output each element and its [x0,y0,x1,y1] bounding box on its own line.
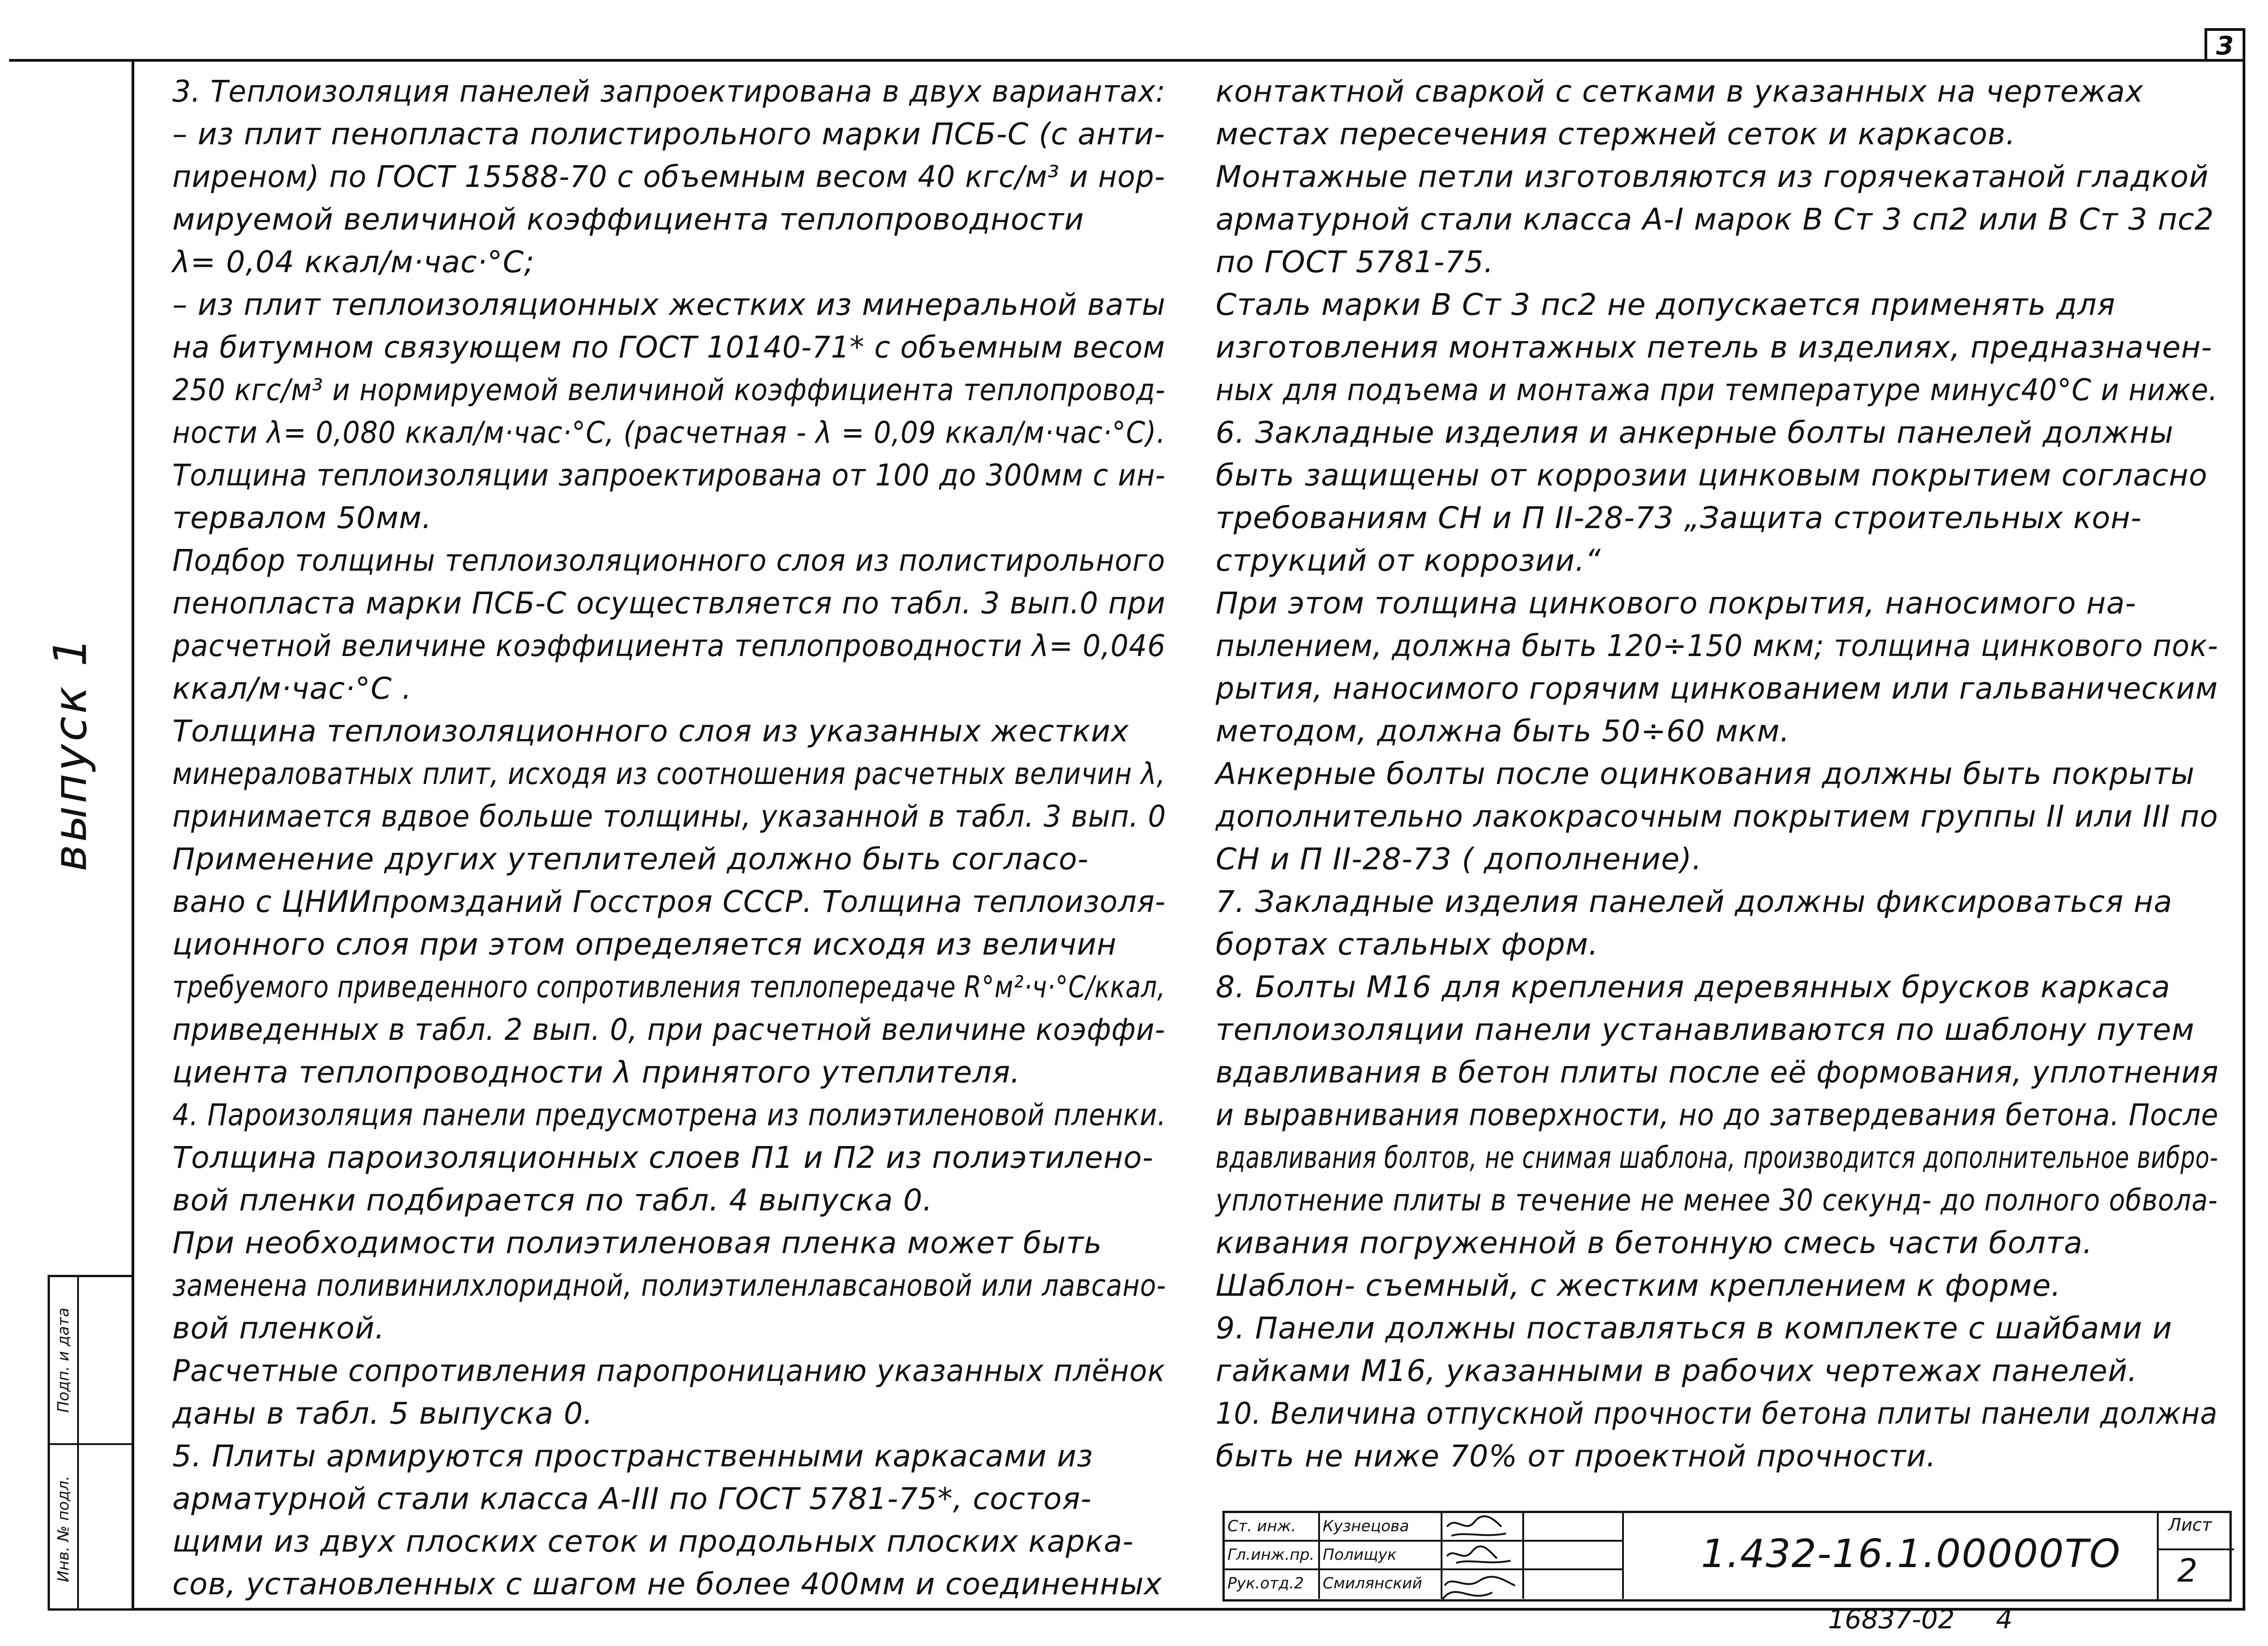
text-line: 6. Закладные изделия и анкерные болты панелей должны [1216,415,2174,450]
text-line: требованиям СН и П II-28-73 „Защита строительных кон- [1216,500,2142,535]
text-line: вдавливания в бетон плиты после её формования, уплотнения [1216,1055,2219,1090]
text-line: ности λ= 0,080 ккал/м·час·°С, (расчетная - λ = 0,09 ккал/м·час·°С). [172,415,1166,450]
text-line: контактной сваркой с сетками в указанных на чертежах [1216,74,2144,109]
text-line: При этом толщина цинкового покрытия, наносимого на- [1216,586,2136,621]
sheet-number: 2 [2177,1552,2198,1589]
title-block-name: Полищук [1320,1542,1442,1568]
text-line: вой пленкой. [172,1311,385,1346]
text-line: пиреном) по ГОСТ 15588-70 с объемным весом 40 кгс/м³ и нор- [172,159,1165,194]
text-line: 250 кгс/м³ и нормируемой величиной коэффициента теплопровод- [172,372,1166,407]
text-line: принимается вдвое больше толщины, указанной в табл. 3 вып. 0 [172,799,1166,834]
title-block-row [1225,1513,1624,1542]
text-line: Толщина теплоизоляционного слоя из указанных жестких [172,714,1129,749]
text-line: методом, должна быть 50÷60 мкм. [1216,714,1790,749]
text-line: ционного слоя при этом определяется исходя из величин [172,927,1117,962]
text-line: кивания погруженной в бетонную смесь части болта. [1216,1225,2093,1260]
document-code: 1.432-16.1.00000ТО [1701,1531,2121,1577]
text-line: на битумном связующем по ГОСТ 10140-71* с объемным весом [172,330,1165,365]
text-line: – из плит пенопласта полистирольного марки ПСБ-С (с анти- [172,117,1165,152]
text-line: 10. Величина отпускной прочности бетона плиты панели должна [1216,1396,2218,1431]
side-stamp-label-inv-number: Инв. № подл. [54,1475,73,1582]
text-line: мируемой величиной коэффициента теплопроводности [172,202,1085,237]
text-line: Шаблон- съемный, с жестким креплением к форме. [1216,1268,2061,1303]
text-line: ных для подъема и монтажа при температуре минус40°С и ниже. [1216,372,2218,407]
text-line: быть защищены от коррозии цинковым покрытием согласно [1216,458,2208,493]
footer-page-number: 4 [1996,1604,2013,1635]
side-label [18,526,122,980]
text-line: пылением, должна быть 120÷150 мкм; толщина цинкового пок- [1216,628,2219,663]
text-line: теплоизоляции панели устанавливаются по шаблону путем [1216,1012,2195,1047]
title-block-row [1225,1570,1624,1599]
text-line: вдавливания болтов, не снимая шаблона, производится дополнительное вибро- [1216,1140,2219,1175]
text-line: уплотнение плиты в течение не менее 30 секунд- до полного обвола- [1216,1183,2218,1218]
text-line: тервалом 50мм. [172,500,432,535]
text-line: При необходимости полиэтиленовая пленка может быть [172,1225,1102,1260]
text-line: 9. Панели должны поставляться в комплекте с шайбами и [1216,1311,2172,1346]
text-line: СН и П II-28-73 ( дополнение). [1216,842,1702,877]
text-line: циента теплопроводности λ принятого утеплителя. [172,1055,1021,1090]
side-label-text: выпуск 1 [44,635,97,872]
text-line: расчетной величине коэффициента теплопроводности λ= 0,046 [172,628,1166,663]
text-line: быть не ниже 70% от проектной прочности. [1216,1439,1936,1474]
text-line: вой пленки подбирается по табл. 4 выпуска 0. [172,1183,933,1218]
text-line: 3. Теплоизоляция панелей запроектирована в двух вариантах: [172,74,1166,109]
text-line: по ГОСТ 5781-75. [1216,245,1494,279]
side-stamp-label-sign-date: Подп. и дата [54,1308,73,1413]
text-line: сов, установленных с шагом не более 400мм и соединенных [172,1567,1162,1602]
text-line: заменена поливинилхлоридной, полиэтиленлавсановой или лавсано- [172,1268,1167,1303]
text-line: арматурной стали класса А-III по ГОСТ 5781-75*, состоя- [172,1481,1092,1516]
text-line: гайками М16, указанными в рабочих чертежах панелей. [1216,1353,2138,1388]
text-line: и выравнивания поверхности, но до затвердевания бетона. После [1216,1097,2219,1132]
text-line: ккал/м·час·°С . [172,671,412,706]
title-block-role: Ст. инж. [1225,1513,1320,1540]
text-line: рытия, наносимого горячим цинкованием или гальваническим [1216,671,2218,706]
title-block-name: Кузнецова [1320,1513,1442,1540]
text-line: требуемого приведенного сопротивления теплопередаче R°м²·ч·°С/ккал, [172,970,1166,1004]
title-block-role: Рук.отд.2 [1225,1570,1320,1599]
text-line: Подбор толщины теплоизоляционного слоя из полистирольного [172,543,1166,578]
text-line: минераловатных плит, исходя из соотношения расчетных величин λ, [172,756,1166,791]
left-text-column [172,70,1166,1606]
text-line: щими из двух плоских сеток и продольных плоских карка- [172,1524,1134,1559]
title-block [1222,1511,2232,1602]
corner-sheet-number: 3 [2204,28,2245,62]
text-line: 7. Закладные изделия панелей должны фиксироваться на [1216,884,2173,919]
footer-archive-code: 16837-02 [1828,1604,1955,1635]
text-line: вано с ЦНИИпромзданий Госстроя СССР. Толщина теплоизоля- [172,884,1166,919]
text-line: Монтажные петли изготовляются из горячекатаной гладкой [1216,159,2209,194]
title-block-row [1225,1542,1624,1570]
title-block-name: Смилянский [1320,1570,1442,1599]
title-block-sheet-line [2157,1548,2234,1550]
text-line: приведенных в табл. 2 вып. 0, при расчетной величине коэффи- [172,1012,1166,1047]
text-line: – из плит теплоизоляционных жестких из минеральной ваты [172,287,1166,322]
text-line: λ= 0,04 ккал/м·час·°С; [172,245,535,279]
text-line: Анкерные болты после оцинкования должны быть покрыты [1216,756,2195,791]
text-line: Применение других утеплителей должно быть согласо- [172,842,1089,877]
text-line: пенопласта марки ПСБ-С осуществляется по табл. 3 вып.0 при [172,586,1166,621]
text-line: Сталь марки В Ст 3 пс2 не допускается применять для [1216,287,2116,322]
text-line: даны в табл. 5 выпуска 0. [172,1396,593,1431]
handwritten-signatures [1438,1513,1556,1604]
text-line: 4. Пароизоляция панели предусмотрена из полиэтиленовой пленки. [172,1097,1167,1132]
text-line: 8. Болты М16 для крепления деревянных брусков каркаса [1216,970,2170,1004]
text-line: Толщина теплоизоляции запроектирована от 100 до 300мм с ин- [172,458,1166,493]
title-block-role: Гл.инж.пр. [1225,1542,1320,1568]
text-line: местах пересечения стержней сеток и каркасов. [1216,117,2016,152]
title-block-sheet-divider [2157,1513,2159,1599]
text-line: Расчетные сопротивления паропроницанию указанных плёнок [172,1353,1166,1388]
right-text-column [1216,70,2218,1478]
text-line: бортах стальных форм. [1216,927,1598,962]
sheet-label: Лист [2168,1515,2212,1535]
text-line: арматурной стали класса А-I марок В Ст 3 сп2 или В Ст 3 пс2 [1216,202,2214,237]
text-line: 5. Плиты армируются пространственными каркасами из [172,1439,1093,1474]
text-line: струкций от коррозии.“ [1216,543,1601,578]
text-line: Толщина пароизоляционных слоев П1 и П2 из полиэтилено- [172,1140,1154,1175]
side-stamp-cell-sign-date [50,1277,132,1445]
side-stamp-cell-inv-number [50,1445,132,1613]
text-line: изготовления монтажных петель в изделиях, предназначен- [1216,330,2213,365]
side-stamp [48,1275,132,1611]
text-line: дополнительно лакокрасочным покрытием группы II или III по [1216,799,2219,834]
